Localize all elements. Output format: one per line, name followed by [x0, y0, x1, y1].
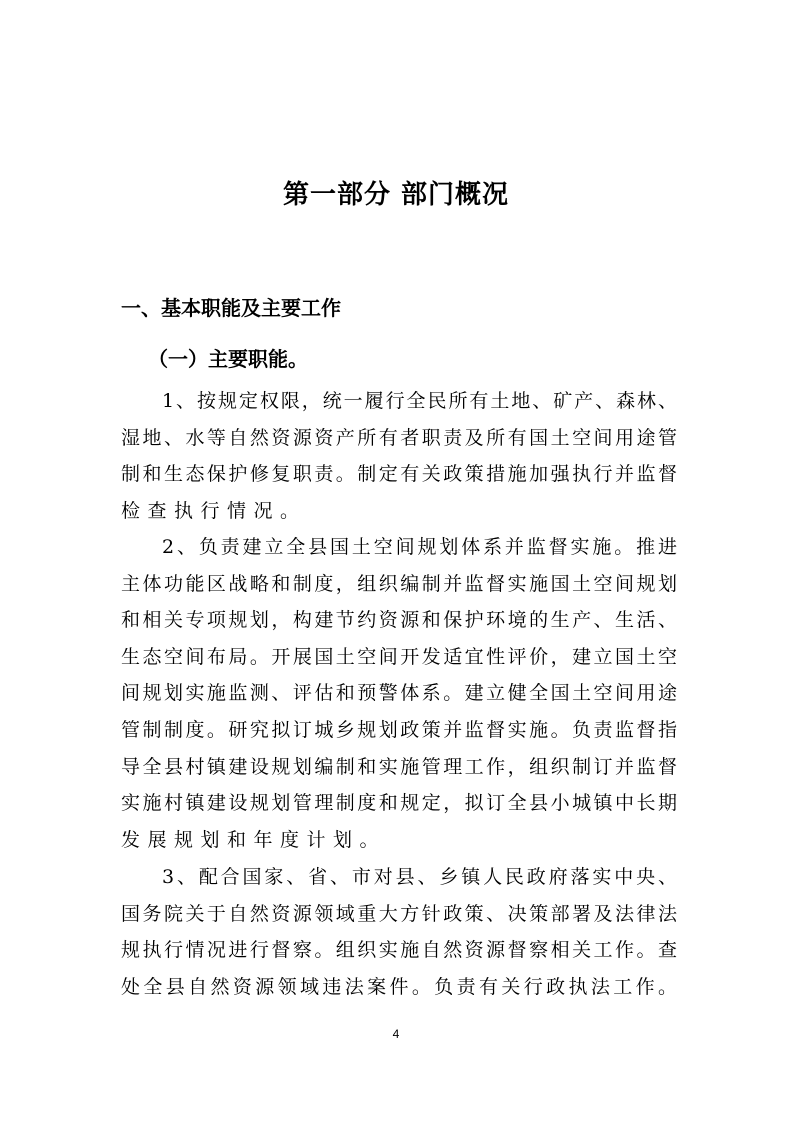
text-line: 实施村镇建设规划管理制度和规定，拟订全县小城镇中长期 — [121, 792, 677, 815]
text-line: 规执行情况进行督察。组织实施自然资源督察相关工作。查 — [121, 939, 677, 962]
text-line: 管制制度。研究拟订城乡规划政策并监督实施。负责监督指 — [121, 718, 677, 741]
text-line: 处全县自然资源领域违法案件。负责有关行政执法工作。 — [121, 975, 677, 998]
text-line: 主体功能区战略和制度，组织编制并监督实施国土空间规划 — [121, 572, 677, 595]
paragraph-3 — [121, 859, 677, 1005]
text-line: 检查执行情况。 — [121, 499, 307, 522]
page-number: 4 — [392, 1027, 400, 1041]
text-line: 发展规划和年度计划。 — [121, 828, 387, 851]
text-line: 导全县村镇建设规划编制和实施管理工作，组织制订并监督 — [121, 755, 677, 778]
text-line: 2、负责建立全县国土空间规划体系并监督实施。推进 — [162, 536, 677, 558]
text-line: 间规划实施监测、评估和预警体系。建立健全国土空间用途 — [121, 682, 677, 705]
text-line: 国务院关于自然资源领域重大方针政策、决策部署及法律法 — [121, 902, 677, 925]
paragraph-1 — [121, 383, 677, 529]
subsection-heading: （一）主要职能。 — [148, 347, 308, 371]
text-line: 3、配合国家、省、市对县、乡镇人民政府落实中央、 — [162, 866, 677, 888]
text-line: 1、按规定权限，统一履行全民所有土地、矿产、森林、 — [162, 390, 677, 412]
section-heading: 一、基本职能及主要工作 — [121, 296, 341, 320]
text-line: 生态空间布局。开展国土空间开发适宜性评价，建立国土空 — [121, 645, 677, 668]
paragraph-2 — [121, 529, 677, 858]
text-line: 制和生态保护修复职责。制定有关政策措施加强执行并监督 — [121, 463, 677, 486]
page-title: 第一部分 部门概况 — [282, 180, 510, 210]
text-line: 湿地、水等自然资源资产所有者职责及所有国土空间用途管 — [121, 426, 677, 449]
text-line: 和相关专项规划，构建节约资源和保护环境的生产、生活、 — [121, 609, 677, 632]
